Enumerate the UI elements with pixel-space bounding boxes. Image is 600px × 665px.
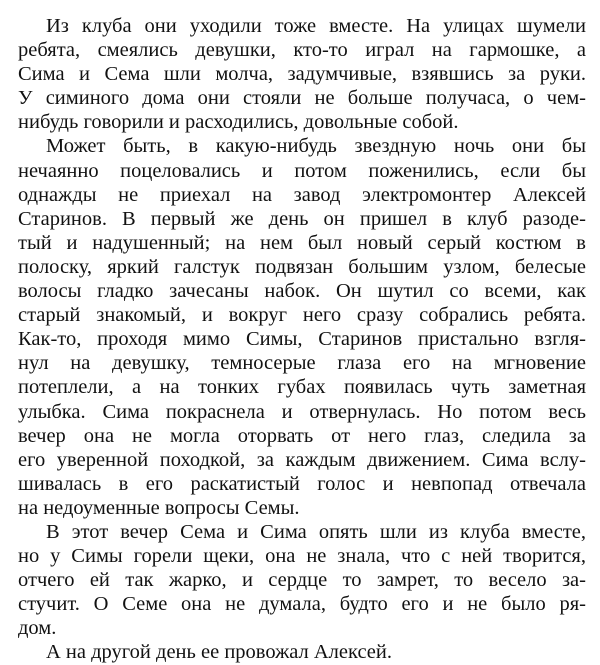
text-line: отчего ей так жарко, и сердце то замрет, то весело за-	[18, 569, 586, 592]
text-line: дом.	[18, 617, 57, 640]
text-line: нул на девушку, темносерые глаза его на мгновение	[18, 352, 586, 375]
text-line: тый и надушенный; на нем был новый серый костюм в	[18, 231, 586, 254]
text-line: ребята, смеялись девушки, кто-то играл на гармошке, а	[18, 39, 586, 62]
text-line: но у Симы горели щеки, она не знала, что с ней творится,	[18, 545, 586, 568]
text-line: вечер она не могла оторвать от него глаз, следила за	[18, 424, 586, 447]
text-line: шивалась в его раскатистый голос и невпопад отвечала	[18, 472, 586, 495]
text-line: на недоуменные вопросы Семы.	[18, 496, 300, 519]
text-line: В этот вечер Сема и Сима опять шли из клуба вместе,	[46, 520, 586, 543]
text-line: старый знакомый, и вокруг него сразу собрались ребята.	[18, 304, 586, 327]
text-line: нибудь говорили и расходились, довольные собой.	[18, 111, 459, 134]
text-line: Как-то, проходя мимо Симы, Старинов пристально взгля-	[18, 328, 586, 351]
text-line: потеплели, а на тонких губах появилась чуть заметная	[18, 376, 586, 399]
text-line: Старинов. В первый же день он пришел в клуб разоде-	[18, 207, 586, 230]
text-line: Сима и Сема шли молча, задумчивые, взявшись за руки.	[18, 63, 586, 86]
text-line: Из клуба они уходили тоже вместе. На улицах шумели	[46, 15, 586, 37]
text-line: улыбка. Сима покраснела и отвернулась. Но потом весь	[18, 400, 586, 423]
text-line: Может быть, в какую-нибудь звездную ночь они бы	[46, 135, 586, 158]
text-line: однажды не приехал на завод электромонтер Алексей	[18, 183, 586, 206]
text-line: его уверенной походкой, за каждым движением. Сима вслу-	[18, 448, 586, 471]
document-page	[18, 14, 586, 665]
text-line: У симиного дома они стояли не больше получаса, о чем-	[18, 87, 586, 110]
text-line: А на другой день ее провожал Алексей.	[46, 641, 392, 664]
text-line: стучит. О Семе она не думала, будто его и не было ря-	[18, 593, 586, 616]
text-line: волосы гладко зачесаны набок. Он шутил со всеми, как	[18, 280, 586, 303]
text-line: нечаянно поцеловались и потом поженились, если бы	[18, 159, 586, 182]
text-line: полоску, яркий галстук подвязан большим узлом, белесые	[18, 255, 586, 278]
